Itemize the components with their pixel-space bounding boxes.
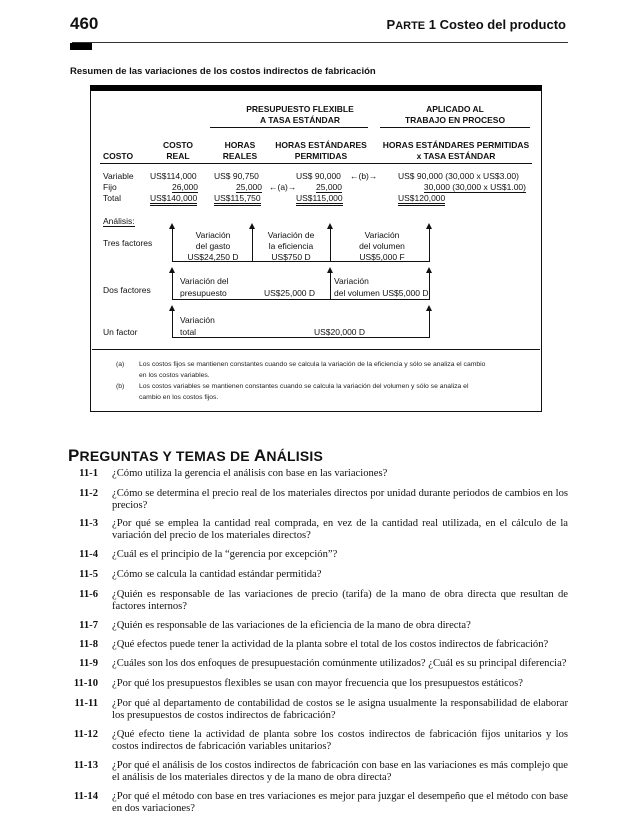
marker-a: ←(a)→ xyxy=(269,182,297,192)
arrow-3d xyxy=(429,228,430,262)
real-variable: US$114,000 xyxy=(150,171,197,181)
col-flex-1: PRESUPUESTO FLEXIBLE xyxy=(246,104,354,114)
question-number: 11-2 xyxy=(79,488,98,499)
arrow-3b xyxy=(252,228,253,262)
question-number: 11-6 xyxy=(79,589,98,600)
question-text: ¿Cómo utiliza la gerencia el análisis con base en las variaciones? xyxy=(112,468,388,479)
row-label-variable: Variable xyxy=(103,171,134,181)
var-vol2-1: Variación xyxy=(334,276,369,286)
question-number: 11-7 xyxy=(79,620,98,631)
arrow-2c xyxy=(429,272,430,300)
var-gasto-3: US$24,250 D xyxy=(187,252,239,262)
flex-rule xyxy=(210,127,368,128)
hr-est-total: US$115,000 xyxy=(296,193,343,206)
row-label-total: Total xyxy=(103,193,121,203)
var-pres-3: US$25,000 D xyxy=(264,288,316,298)
figure-top-bar xyxy=(90,85,542,91)
var-total-1: Variación xyxy=(180,315,215,325)
arrow-2a xyxy=(172,272,173,300)
col-applied-1: APLICADO AL xyxy=(426,104,484,114)
section-reguntas: REGUNTAS Y TEMAS DE xyxy=(79,448,254,464)
col-applied-2: TRABAJO EN PROCESO xyxy=(404,115,506,125)
h-applied-2: x TASA ESTÁNDAR xyxy=(416,151,496,161)
header-underline xyxy=(100,163,532,164)
question-number: 11-9 xyxy=(79,658,98,669)
question-text: ¿Por qué el análisis de los costos indirectos de fabricación con base en las variaciones es más complejo que el análisis de los materiales directos y de la mano de obra directa? xyxy=(112,760,568,783)
notes-separator xyxy=(92,349,540,350)
arrow-3a xyxy=(172,228,173,262)
hr-real-total: US$115,750 xyxy=(214,193,261,206)
question-number: 11-14 xyxy=(73,791,98,802)
h-horas-reales-1: HORAS xyxy=(224,140,256,150)
row-label-fijo: Fijo xyxy=(103,182,117,192)
question-number: 11-8 xyxy=(79,639,98,650)
var-gasto-1: Variación xyxy=(195,230,231,240)
applied-variable: US$ 90,000 (30,000 x US$3.00) xyxy=(398,171,519,181)
var-total-2: total xyxy=(180,327,197,337)
header-block xyxy=(70,43,92,50)
section-heading xyxy=(68,446,323,466)
h-costo-real-2: REAL xyxy=(166,151,190,161)
question-text: ¿Quién es responsable de las variaciones de precio (tarifa) de la mano de obra directa que resultan de factores internos? xyxy=(112,589,568,612)
arrow-3c xyxy=(330,228,331,262)
note-b-line2: cambio en los costos fijos. xyxy=(139,394,219,401)
arrow-1a xyxy=(172,310,173,338)
figure-title: Resumen de las variaciones de los costos indirectos de fabricación xyxy=(70,66,376,77)
question-text: ¿Por qué los presupuestos flexibles se usan con mayor frecuencia que los presupuestos estáticos? xyxy=(112,678,523,689)
var-efic-3: US$750 D xyxy=(271,252,311,262)
question-text: ¿Por qué al departamento de contabilidad de costos se le asigna usualmente la responsabilidad de elaborar los presupuestos de costos indirectos de fabricación? xyxy=(112,698,568,721)
var-vol2-2: del volumen US$5,000 D xyxy=(334,288,429,298)
var-vol-2: del volumen xyxy=(359,241,405,251)
running-header xyxy=(387,17,566,32)
applied-total: US$120,000 xyxy=(398,193,445,206)
h-horas-est-2: PERMITIDAS xyxy=(294,151,348,161)
hr-est-variable: US$ 90,000 xyxy=(296,171,341,181)
question-text: ¿Por qué se emplea la cantidad real comprada, en vez de la cantidad real utilizada, en el cálculo de la variación del precio de los materiales directos? xyxy=(112,518,568,541)
question-number: 11-4 xyxy=(79,549,98,560)
h-horas-est-1: HORAS ESTÁNDARES xyxy=(275,140,367,150)
question-number: 11-1 xyxy=(79,468,98,479)
question-text: ¿Qué efecto tiene la actividad de planta sobre los costos indirectos de fabricación fijos unitarios y los costos indirectos de fabricación variables unitarios? xyxy=(112,729,568,752)
applied-fijo: 30,000 (30,000 x US$1.00) xyxy=(423,182,526,192)
header-rule xyxy=(72,42,568,43)
var-gasto-2: del gasto xyxy=(195,241,231,251)
question-number: 11-3 xyxy=(79,518,98,529)
hr-real-fijo: 25,000 xyxy=(236,182,262,192)
h-horas-reales-2: REALES xyxy=(222,151,258,161)
section-nalisis: NÁLISIS xyxy=(266,448,324,464)
two-factors-label: Dos factores xyxy=(103,285,151,295)
col-flex-2: A TASA ESTÁNDAR xyxy=(260,115,340,125)
var-efic-2: la eficiencia xyxy=(268,241,314,251)
note-a-line2: en los costos variables. xyxy=(139,372,210,379)
var-vol-1: Variación xyxy=(364,230,400,240)
part-prefix-1: P xyxy=(386,17,396,32)
note-a-tag: (a) xyxy=(116,361,125,368)
h-applied-1: HORAS ESTÁNDARES PERMITIDAS xyxy=(382,140,530,150)
marker-b: ←(b)→ xyxy=(350,171,378,181)
var-efic-1: Variación de xyxy=(267,230,315,240)
two-baseline xyxy=(172,299,430,300)
analysis-label: Análisis: xyxy=(103,216,135,226)
question-text: ¿Quién es responsable de las variaciones de la eficiencia de la mano de obra directa? xyxy=(112,620,471,631)
var-vol-3: US$5,000 F xyxy=(359,252,405,262)
question-text: ¿Cómo se calcula la cantidad estándar permitida? xyxy=(112,569,322,580)
note-b-tag: (b) xyxy=(116,383,125,390)
h-costo-real-1: COSTO xyxy=(162,140,194,150)
question-number: 11-10 xyxy=(73,678,98,689)
question-number: 11-11 xyxy=(74,698,98,709)
part-prefix-2: ARTE xyxy=(395,20,426,32)
var-pres-2: presupuesto xyxy=(180,288,227,298)
real-total: US$140,000 xyxy=(150,193,197,206)
question-number: 11-5 xyxy=(79,569,98,580)
section-a: A xyxy=(253,446,267,465)
note-a-line1: Los costos fijos se mantienen constantes cuando se calcula la variación de la eficiencia y sólo se analiza el cambio xyxy=(139,361,486,368)
section-p: P xyxy=(68,446,80,465)
question-number: 11-12 xyxy=(73,729,98,740)
hr-real-variable: US$ 90,750 xyxy=(214,171,259,181)
var-pres-1: Variación del xyxy=(180,276,229,286)
arrow-2b xyxy=(330,272,331,300)
question-text: ¿Qué efectos puede tener la actividad de la planta sobre el total de los costos indirectos de fabricación? xyxy=(112,639,549,650)
arrow-1b xyxy=(429,310,430,338)
applied-rule xyxy=(380,127,530,128)
three-factors-label: Tres factores xyxy=(103,238,153,248)
question-number: 11-13 xyxy=(73,760,98,771)
part-title: 1 Costeo del producto xyxy=(428,17,566,32)
one-baseline xyxy=(172,337,430,338)
h-costo: COSTO xyxy=(103,151,134,161)
var-total-3: US$20,000 D xyxy=(314,327,366,337)
page-number: 460 xyxy=(70,14,99,33)
real-fijo: 26,000 xyxy=(172,182,198,192)
question-text: ¿Cuáles son los dos enfoques de presupuestación comúnmente utilizados? ¿Cuál es su principal diferencia? xyxy=(112,658,567,669)
note-b-line1: Los costos variables se mantienen constantes cuando se calcula la variación del volumen y sólo se analiza el xyxy=(139,383,469,390)
question-text: ¿Por qué el método con base en tres variaciones es mejor para juzgar el desempeño que el método con base en dos variaciones? xyxy=(112,791,568,814)
hr-est-fijo: 25,000 xyxy=(316,182,342,192)
question-text: ¿Cómo se determina el precio real de los materiales directos por unidad durante periodos de cambios en los precios? xyxy=(112,488,568,511)
one-factor-label: Un factor xyxy=(103,327,138,337)
question-text: ¿Cuál es el principio de la “gerencia por excepción”? xyxy=(112,549,338,560)
